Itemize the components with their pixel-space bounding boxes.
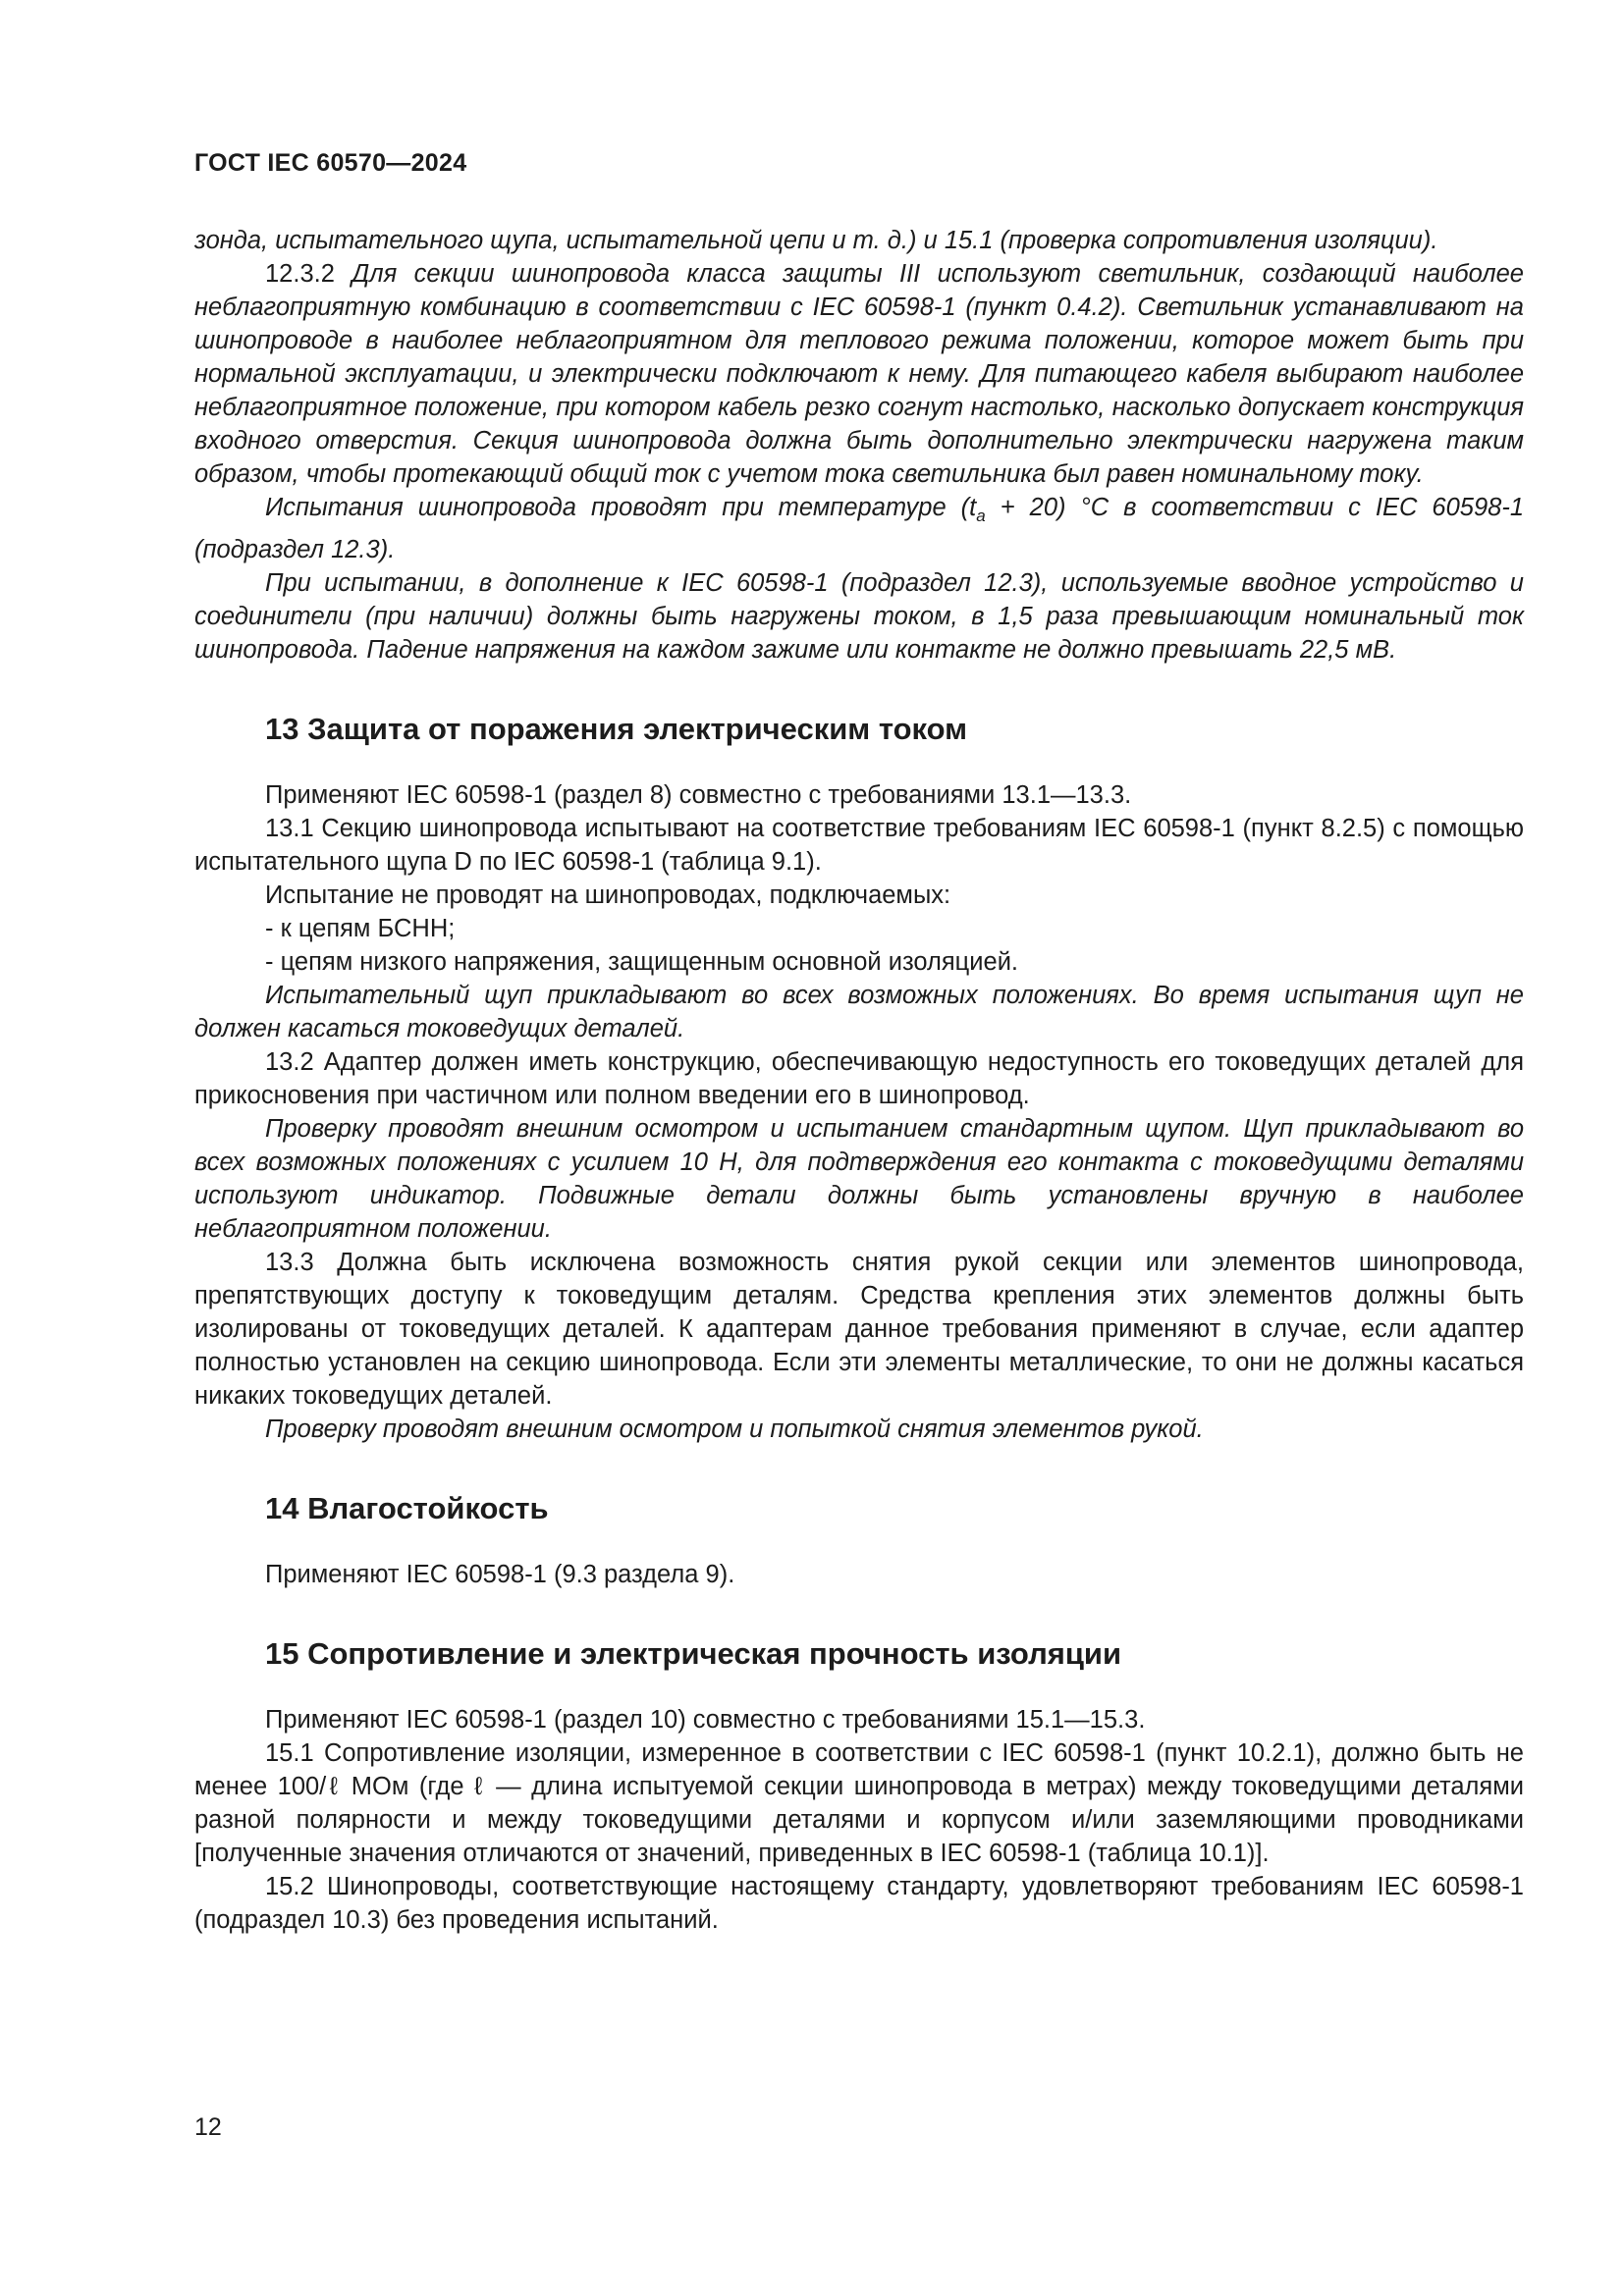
paragraph-test-temperature: Испытания шинопровода проводят при температуре $(t_a + 20)$ °С в соответствии с IEC 60598-1 (подраздел 12.3).	[194, 494, 1524, 564]
paragraph-13-3: 13.3 Должна быть исключена возможность снятия рукой секции или элементов шинопровода, препятствующих доступу к токоведущим деталям. Средства крепления этих элементов должны быть изолированы от токоведущих деталей. К адаптерам данное требования применяют в случае, если адаптер полностью установлен на секцию шинопровода. Если эти элементы металлические, то они не должны касаться никаких токоведущих деталей.	[194, 1249, 1524, 1411]
paragraph-voltage-drop: При испытании, в дополнение к IEC 60598-1 (подраздел 12.3), используемые вводное устройство и соединители (при наличии) должны быть нагружены током, в 1,5 раза превышающим номинальный ток шинопровода. Падение напряжения на каждом зажиме или контакте не должно превышать 22,5 мВ.	[194, 569, 1524, 665]
list-item: - цепям низкого напряжения, защищенным основной изоляцией.	[265, 948, 1019, 977]
paragraph-12-3-2	[194, 257, 1524, 491]
section-14-intro: Применяют IEC 60598-1 (9.3 раздела 9).	[265, 1561, 735, 1589]
clause-number: 12.3.2	[265, 260, 335, 288]
page-number: 12	[194, 2113, 222, 2141]
page-content	[194, 224, 1524, 1937]
paragraph-15-1: 15.1 Сопротивление изоляции, измеренное в соответствии с IEC 60598-1 (пункт 10.2.1), должно быть не менее 100/ℓ МОм (где ℓ — длина испытуемой секции шинопровода в метрах) между токоведущими деталями разной полярности и между токоведущими деталями и корпусом и/или заземляющими проводниками [полученные значения отличаются от значений, приведенных в IEC 60598-1 (таблица 10.1)].	[194, 1739, 1524, 1868]
paragraph-15-2: 15.2 Шинопроводы, соответствующие настоящему стандарту, удовлетворяют требованиям IEC 60598-1 (подраздел 10.3) без проведения испытаний.	[194, 1873, 1524, 1935]
paragraph-13-1-exemption: Испытание не проводят на шинопроводах, подключаемых:	[265, 881, 951, 910]
section-15-heading: 15 Сопротивление и электрическая прочность изоляции	[265, 1636, 1122, 1672]
paragraph-continuation: зонда, испытательного щупа, испытательной цепи и т. д.) и 15.1 (проверка сопротивления изоляции).	[194, 227, 1438, 254]
paragraph-13-1: 13.1 Секцию шинопровода испытывают на соответствие требованиям IEC 60598-1 (пункт 8.2.5) с помощью испытательного щупа D по IEC 60598-1 (таблица 9.1).	[194, 815, 1524, 877]
paragraph-13-1-probe: Испытательный щуп прикладывают во всех возможных положениях. Во время испытания щуп не должен касаться токоведущих деталей.	[194, 982, 1524, 1043]
document-header: ГОСТ IEC 60570—2024	[194, 149, 467, 177]
section-15-intro: Применяют IEC 60598-1 (раздел 10) совместно с требованиями 15.1—15.3.	[265, 1706, 1146, 1735]
paragraph-13-2-check: Проверку проводят внешним осмотром и испытанием стандартным щупом. Щуп прикладывают во всех возможных положениях с усилием 10 Н, для подтверждения его контакта с токоведущими деталями используют индикатор. Подвижные детали должны быть установлены вручную в наиболее неблагоприятном положении.	[194, 1115, 1524, 1244]
clause-text: Для секции шинопровода класса защиты III используют светильник, создающий наиболее неблагоприятную комбинацию в соответствии с IEC 60598-1 (пункт 0.4.2). Светильник устанавливают на шинопроводе в наиболее неблагоприятном для теплового режима положении, которое может быть при нормальной эксплуатации, и электрически подключают к нему. Для питающего кабеля выбирают наиболее неблагоприятное положение, при котором кабель резко согнут настолько, насколько допускает конструкция входного отверстия. Секция шинопровода должна быть дополнительно электрически нагружена таким образом, чтобы протекающий общий ток с учетом тока светильника был равен номинальному току.	[194, 260, 1524, 488]
section-13-intro: Применяют IEC 60598-1 (раздел 8) совместно с требованиями 13.1—13.3.	[265, 781, 1132, 810]
section-13-heading: 13 Защита от поражения электрическим током	[265, 712, 968, 747]
section-14-heading: 14 Влагостойкость	[265, 1491, 549, 1526]
list-item: - к цепям БСНН;	[265, 915, 456, 943]
paragraph-13-2: 13.2 Адаптер должен иметь конструкцию, обеспечивающую недоступность его токоведущих деталей для прикосновения при частичном или полном введении его в шинопровод.	[194, 1048, 1524, 1110]
paragraph-13-3-check: Проверку проводят внешним осмотром и попыткой снятия элементов рукой.	[265, 1415, 1204, 1444]
